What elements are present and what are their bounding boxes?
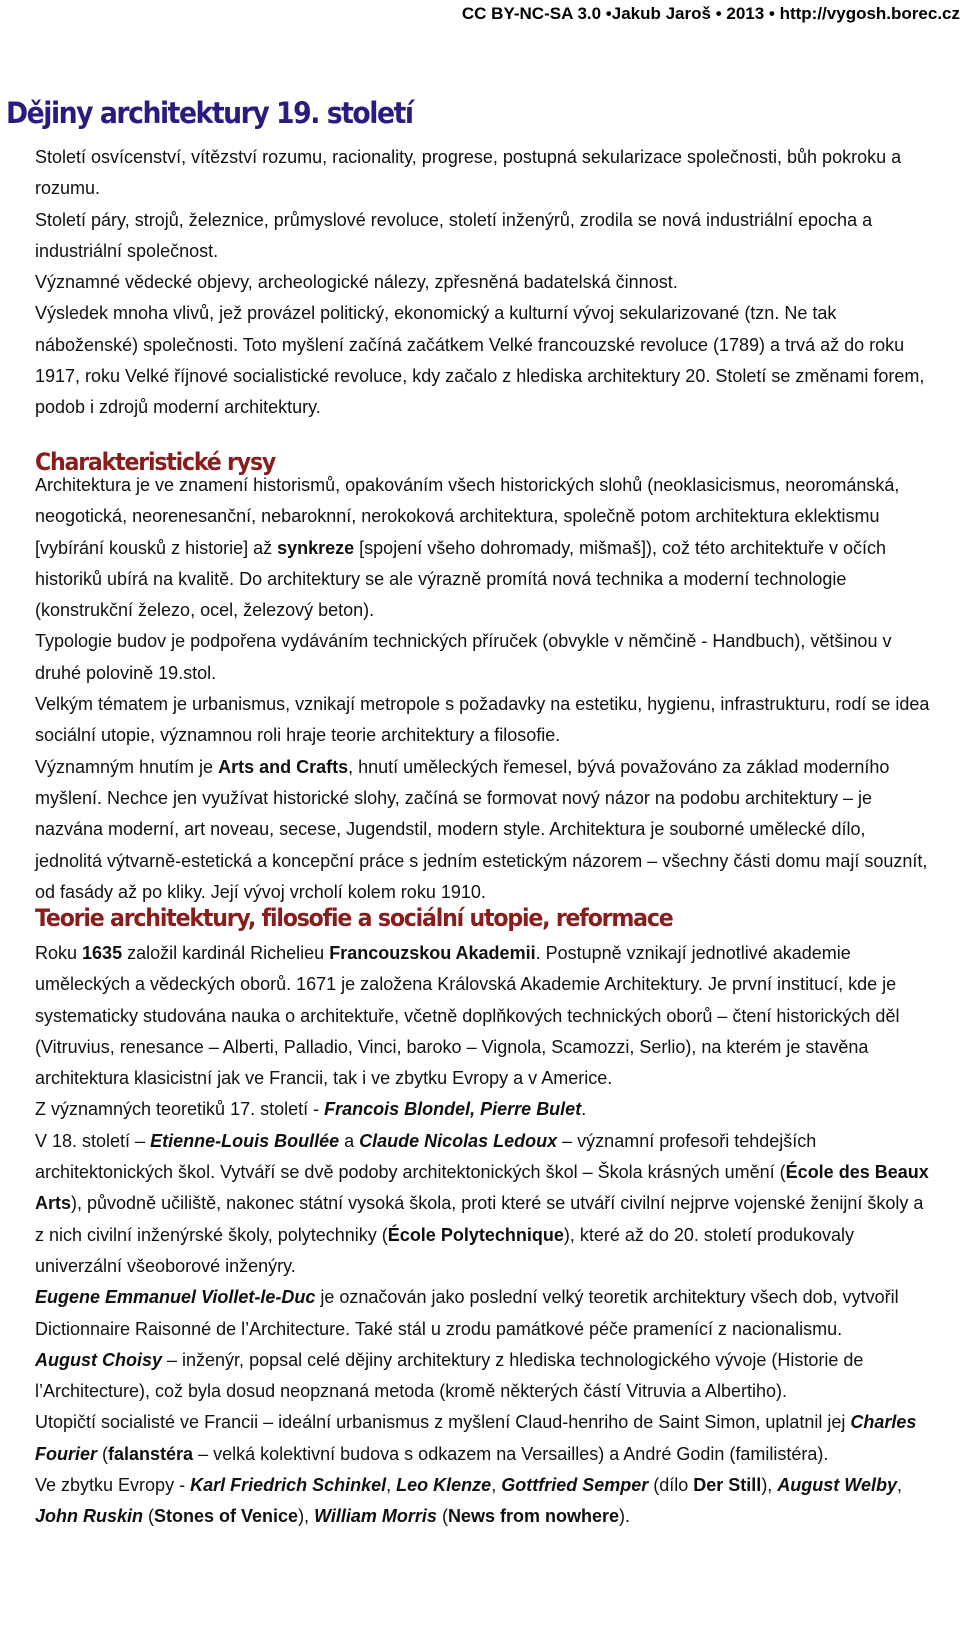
- text-run: V 18. století –: [35, 1130, 151, 1151]
- text-run: (dílo: [648, 1475, 694, 1496]
- person-name: Gottfried Semper: [501, 1475, 649, 1496]
- rysy-paragraph: Typologie budov je podpořena vydáváním technických příruček (obvykle v němčině - Handbuch), většinou v druhé polovině 19.stol.: [35, 631, 892, 683]
- text-run: je označován jako poslední velký teoretik architektury všech dob, vytvořil Dictionnaire Raisonné de l’Architecture. Také stál u zrodu památkové péče pramenící z nacionalismu.: [35, 1287, 899, 1339]
- intro-paragraph: Století osvícenství, vítězství rozumu, racionality, progrese, postupná sekularizace společnosti, bůh pokroku a rozumu.: [35, 147, 902, 199]
- text-run: ,: [386, 1475, 397, 1496]
- text-run: [spojení všeho dohromady, mišmaš]), což této architektuře v očích historiků ubírá na kvalitě. Do architektury se ale výrazně promítá nová technika a moderní technologie (konstrukční železo, ocel, železový beton).: [35, 537, 887, 621]
- bold-term: Stones of Venice: [154, 1506, 299, 1527]
- bold-term: falanstéra: [108, 1443, 194, 1464]
- bold-term: Arts and Crafts: [218, 756, 349, 777]
- text-run: Významným hnutím je: [35, 756, 219, 777]
- text-run: ), které až do 20. století produkovaly univerzální všeoborové inženýry.: [35, 1224, 854, 1276]
- text-run: (: [143, 1506, 155, 1527]
- text-run: Architektura je ve znamení historismů, opakováním všech historických slohů (neoklasicismus, neorománská, neogotická, neorenesanční, nebaroknní, nerokoková architektura, společně potom architektura eklektismu [vybírání kousků z historie] až: [35, 475, 900, 558]
- text-run: ,: [896, 1475, 902, 1496]
- rysy-section: [35, 470, 935, 908]
- person-name: August Welby: [777, 1475, 897, 1496]
- person-name: William Morris: [314, 1506, 437, 1527]
- person-name: Claude Nicolas Ledoux: [359, 1130, 558, 1151]
- text-run: ),: [298, 1506, 315, 1527]
- rysy-paragraph: [35, 752, 935, 908]
- text-run: (: [97, 1443, 109, 1464]
- text-run: založil kardinál Richelieu: [122, 943, 330, 963]
- text-run: – inženýr, popsal celé dějiny architektury z hlediska technologického vývoje (Historie de l’Architecture), což byla dosud neopznaná metoda (kromě některých částí Vitruvia a Albertiho).: [35, 1349, 864, 1402]
- teorie-section: [35, 938, 935, 1533]
- teorie-paragraph: [35, 938, 935, 1094]
- bold-term: synkreze: [277, 537, 355, 558]
- intro-paragraph: Významné vědecké objevy, archeologické nálezy, zpřesněná badatelská činnost.: [35, 272, 678, 293]
- teorie-paragraph: [35, 1126, 935, 1282]
- teorie-paragraph: [35, 1094, 935, 1125]
- person-name: Francois Blondel, Pierre Bulet: [324, 1099, 582, 1120]
- text-run: ,: [491, 1475, 502, 1496]
- text-run: ).: [618, 1506, 630, 1527]
- teorie-paragraph: [35, 1470, 935, 1533]
- text-run: – velká kolektivní budova s odkazem na Versailles) a André Godin (familistéra).: [193, 1443, 829, 1464]
- text-run: . Postupně vznikají jednotlivé akademie uměleckých a vědeckých oborů. 1671 je založena Královská Akademie Architektury. Je první institucí, kde je systematicky studována nauka o architektuře, včetně doplňkových technických oborů – čtení historických děl (Vitruvius, renesance – Alberti, Palladio, Vinci, baroko – Vignola, Scamozzi, Serlio), na kterém je stavěna architektura klasicistní jak ve Francii, tak i ve zbytku Evropy a v Americe.: [35, 943, 900, 1089]
- text-run: (: [436, 1506, 448, 1527]
- text-run: ), původně učiliště, nakonec státní vysoká škola, proti které se utváří civilní nejprve vojenské ženijní školy a z nich civilní inženýrské školy, polytechniky (: [35, 1193, 924, 1245]
- intro-paragraph: Století páry, strojů, železnice, průmyslové revoluce, století inženýrů, zrodila se nová industriální epocha a industriální společnost.: [35, 209, 873, 261]
- person-name: John Ruskin: [35, 1506, 144, 1527]
- section-heading-teorie: Teorie architektury, filosofie a sociální utopie, reformace: [35, 904, 673, 932]
- section-heading-rysy: Charakteristické rysy: [35, 448, 276, 476]
- rysy-paragraph: [35, 470, 935, 626]
- person-name: August Choisy: [35, 1349, 163, 1370]
- intro-paragraph: Výsledek mnoha vlivů, jež provázel politický, ekonomický a kulturní vývoj sekularizované (tzn. Ne tak náboženské) společnosti. Toto myšlení začíná začátkem Velké francouzské revoluce (1789) a trvá až do roku 1917, roku Velké říjnové socialistické revoluce, kdy začalo z hlediska architektury 20. Století se změnami forem, podob i zdrojů moderní architektury.: [35, 303, 925, 418]
- bold-term: École des Beaux Arts: [35, 1162, 929, 1214]
- person-name: Leo Klenze: [396, 1475, 492, 1496]
- bold-term: 1635: [82, 943, 123, 963]
- bold-term: News from nowhere: [447, 1506, 619, 1527]
- bold-term: Der Still: [693, 1475, 762, 1496]
- text-run: ),: [761, 1475, 778, 1496]
- intro-section: [35, 142, 935, 424]
- text-run: – významní profesoři tehdejších architektonických škol. Vytváří se dvě podoby architektonických škol – Škola krásných umění (: [35, 1130, 817, 1183]
- text-run: Z významných teoretiků 17. století -: [35, 1099, 325, 1120]
- text-run: , hnutí uměleckých řemesel, bývá považováno za základ moderního myšlení. Nechce jen využívat historické slohy, začíná se formovat nový názor na podobu architektury – je nazvána moderní, art noveau, secese, Jugendstil, modern style. Architektura je souborné umělecké dílo, jednolitá výtvarně-estetická a koncepční práce s jedním estetickým názorem – všechny části domu mají souznít, od fasády až po kliky. Její vývoj vrcholí kolem roku 1910.: [35, 756, 928, 902]
- person-name: Eugene Emmanuel Viollet-le-Duc: [35, 1287, 316, 1308]
- teorie-paragraph: [35, 1407, 935, 1470]
- text-run: .: [581, 1099, 587, 1120]
- person-name: Etienne-Louis Boullée: [150, 1130, 340, 1151]
- text-run: a: [339, 1130, 360, 1151]
- license-header: CC BY-NC-SA 3.0 •Jakub Jaroš • 2013 • http://vygosh.borec.cz: [461, 4, 960, 23]
- text-run: Utopičtí socialisté ve Francii – ideální urbanismus z myšlení Claud-henriho de Saint Simon, uplatnil jej: [35, 1412, 851, 1433]
- text-run: Ve zbytku Evropy -: [35, 1475, 191, 1496]
- page-title: Dějiny architektury 19. století: [6, 96, 413, 130]
- teorie-paragraph: [35, 1282, 935, 1345]
- text-run: Roku: [35, 943, 83, 963]
- rysy-paragraph: Velkým tématem je urbanismus, vznikají metropole s požadavky na estetiku, hygienu, infrastrukturu, rodí se idea sociální utopie, významnou roli hraje teorie architektury a filosofie.: [35, 694, 930, 746]
- bold-term: École Polytechnique: [387, 1224, 564, 1245]
- person-name: Karl Friedrich Schinkel: [190, 1475, 387, 1496]
- bold-term: Francouzskou Akademii: [329, 943, 536, 963]
- person-name: Charles Fourier: [35, 1412, 917, 1464]
- teorie-paragraph: [35, 1345, 935, 1408]
